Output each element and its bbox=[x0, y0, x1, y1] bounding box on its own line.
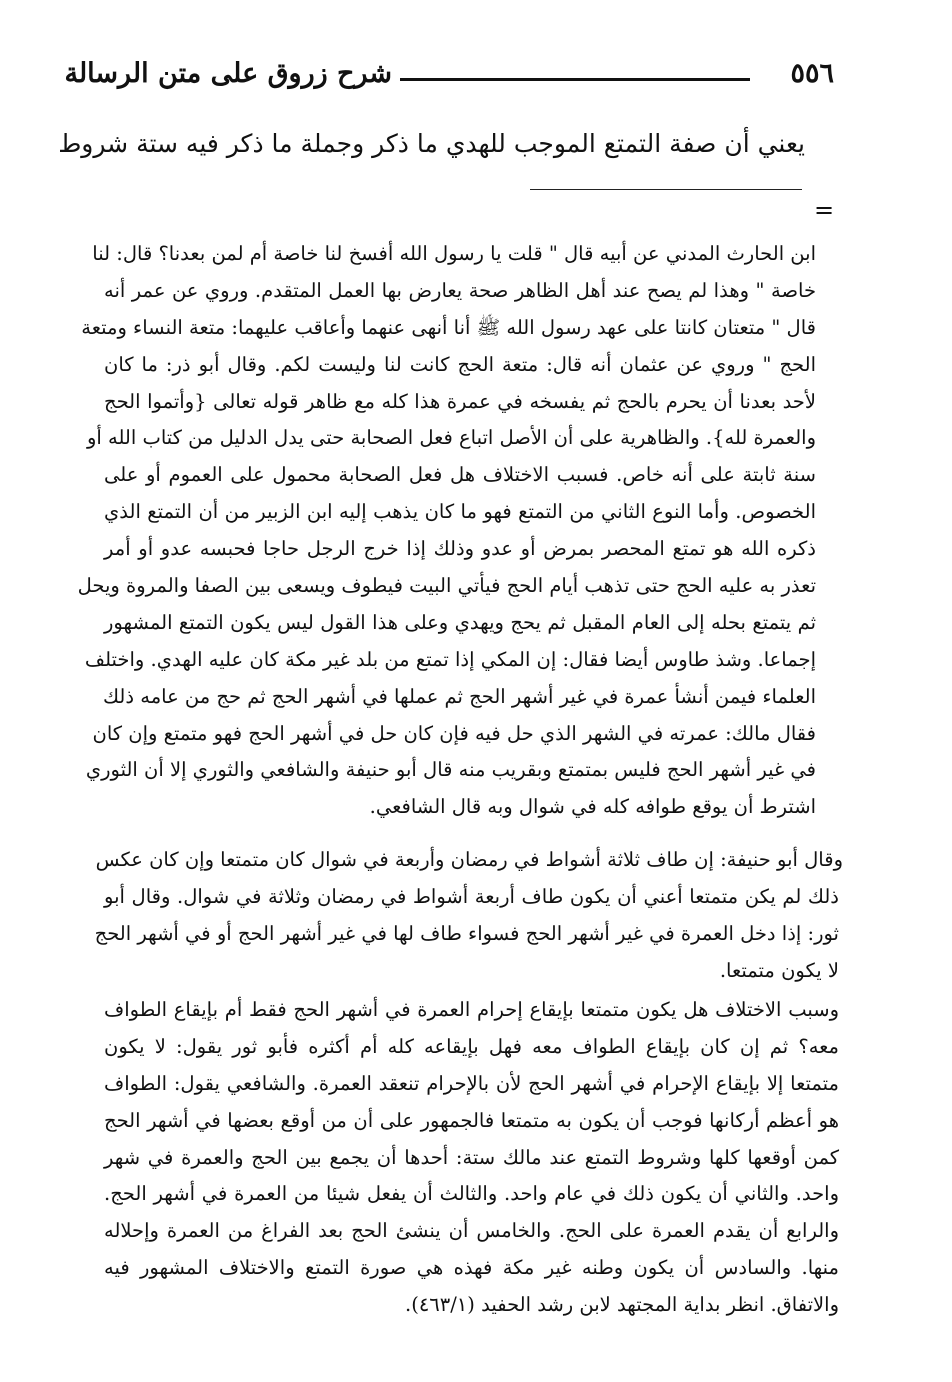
footnote-line: سنة ثابتة على أنه خاص. فسبب الاختلاف هل فعل الصحابة محمول على العموم أو على bbox=[104, 463, 816, 487]
header-rule bbox=[400, 78, 750, 81]
footnote-line: فقال مالك: عمرته في الشهر الذي حل فيه فإن كان حل في أشهر الحج فهو متمتع وإن كان bbox=[92, 721, 816, 745]
footnote-line: في غير أشهر الحج فليس بمتمتع وبقريب منه قال أبو حنيفة والشافعي والثوري إلا أن الثوري bbox=[85, 758, 816, 782]
footnote-line: ثم يتمتع بحله إلى العام المقبل ثم يحج ويهدي وعلى هذا القول ليس يكون التمتع المشهور bbox=[104, 610, 816, 634]
footnote-line: وسبب الاختلاف هل يكون متمتعا بإيقاع إحرام العمرة في أشهر الحج فقط أم بإيقاع الطواف bbox=[104, 998, 839, 1021]
footnote-line: هو أعظم أركانها فوجب أن يكون به متمتعا فالجمهور على أن من أوقع بعضها في أشهر الحج bbox=[104, 1108, 839, 1132]
running-title: شرح زروق على متن الرسالة bbox=[64, 58, 392, 89]
footnote-line: اشترط أن يوقع طوافه كله في شوال وبه قال الشافعي. bbox=[369, 795, 816, 819]
footnote-line: إجماعا. وشذ طاوس أيضا فقال: إن المكي إذا تمتع من بلد غير مكة كان عليه الهدي. واختلف bbox=[84, 647, 816, 671]
footnote-line: قال " متعتان كانتا على عهد رسول الله ﷺ أنا أنهى عنهما وأعاقب عليهما: متعة النساء ومتعة bbox=[81, 315, 816, 339]
footnote-line: ذكره الله هو تمتع المحصر بمرض أو عدو وذلك إذا خرج الرجل حاجا فحبسه عدو أو أمر bbox=[104, 537, 816, 561]
footnote-block-continued bbox=[77, 236, 816, 826]
footnote-line: ثور: إذا دخل العمرة في غير أشهر الحج فسواء طاف لها في غير أشهر الحج أو في أشهر الحج bbox=[94, 921, 839, 945]
continuation-mark: = bbox=[814, 196, 835, 224]
footnote-line: الحج " وروي عن عثمان أنه قال: متعة الحج كانت لنا وليست لكم. وقال أبو ذر: ما كان bbox=[104, 352, 816, 376]
footnote-line: تعذر به عليه الحج حتى تذهب أيام الحج فيأتي البيت فيطوف ويسعى بين الصفا والمروة ويحل bbox=[77, 574, 816, 598]
footnote-line: العلماء فيمن أنشأ عمرة في غير أشهر الحج ثم عملها في أشهر الحج ثم حج من عامه ذلك bbox=[102, 684, 816, 708]
page-number: ٥٥٦ bbox=[790, 58, 834, 89]
main-text: يعني أن صفة التمتع الموجب للهدي ما ذكر وجملة ما ذكر فيه ستة شروط bbox=[58, 129, 805, 158]
footnote-line: متمتعا إلا بإيقاع الإحرام في أشهر الحج لأن بالإحرام تنعقد العمرة. والشافعي يقول: الطواف bbox=[104, 1071, 839, 1095]
footnote-line: الخصوص. وأما النوع الثاني من التمتع فهو ما كان يذهب إليه ابن الزبير من أن التمتع الذي bbox=[104, 500, 816, 524]
footnote-separator-rule bbox=[530, 189, 802, 190]
footnote-line: ابن الحارث المدني عن أبيه قال " قلت يا رسول الله أفسخ لنا خاصة أم لمن بعدنا؟ قال: لنا bbox=[92, 242, 816, 265]
footnote-line: ذلك لم يكن متمتعا أعني أن يكون طاف أربعة أشواط في رمضان وثلاثة في شوال. وقال أبو bbox=[104, 884, 839, 908]
footnote-line: لأحد بعدنا أن يحرم بالحج ثم يفسخه في عمرة هذا كله مع ظاهر قوله تعالى {وأتموا الحج bbox=[104, 389, 816, 413]
footnote-line: وقال أبو حنيفة: إن طاف ثلاثة أشواط في رمضان وأربعة في شوال كان متمتعا وإن كان عكس bbox=[95, 848, 843, 871]
footnote-line: واحد. والثاني أن يكون ذلك في عام واحد. والثالث أن يفعل شيئا من العمرة في أشهر الحج. bbox=[104, 1182, 839, 1206]
footnote-line: منها. والسادس أن يكون وطنه غير مكة فهذه هي صورة التمتع والاختلاف المشهور فيه bbox=[104, 1256, 839, 1280]
footnote-paragraph-abu-hanifa bbox=[94, 842, 843, 990]
footnote-line: معه؟ ثم إن كان بإيقاع الطواف معه فهل بإيقاعه كله أم أكثره فأبو ثور يقول: لا يكون bbox=[104, 1034, 839, 1058]
footnote-line: والاتفاق. انظر بداية المجتهد لابن رشد الحفيد (٤٦٣/١). bbox=[405, 1293, 839, 1317]
footnote-line: والعمرة لله}. والظاهرية على أن الأصل اتباع فعل الصحابة حتى يدل الدليل من كتاب الله أو bbox=[86, 426, 816, 450]
footnote-paragraph-conditions bbox=[104, 992, 839, 1324]
footnote-line: خاصة " وهذا لم يصح عند أهل الظاهر صحة يعارض بها العمل المتقدم. وروي عن عمر أنه bbox=[104, 278, 816, 302]
footnote-line: كمن أوقعها كلها وشروط التمتع عند مالك ستة: أحدها أن يجمع بين الحج والعمرة في شهر bbox=[104, 1145, 839, 1169]
footnote-line: والرابع أن يقدم العمرة على الحج. والخامس أن ينشئ الحج بعد الفراغ من العمرة وإحلاله bbox=[104, 1219, 839, 1243]
footnote-line: لا يكون متمتعا. bbox=[719, 958, 839, 982]
